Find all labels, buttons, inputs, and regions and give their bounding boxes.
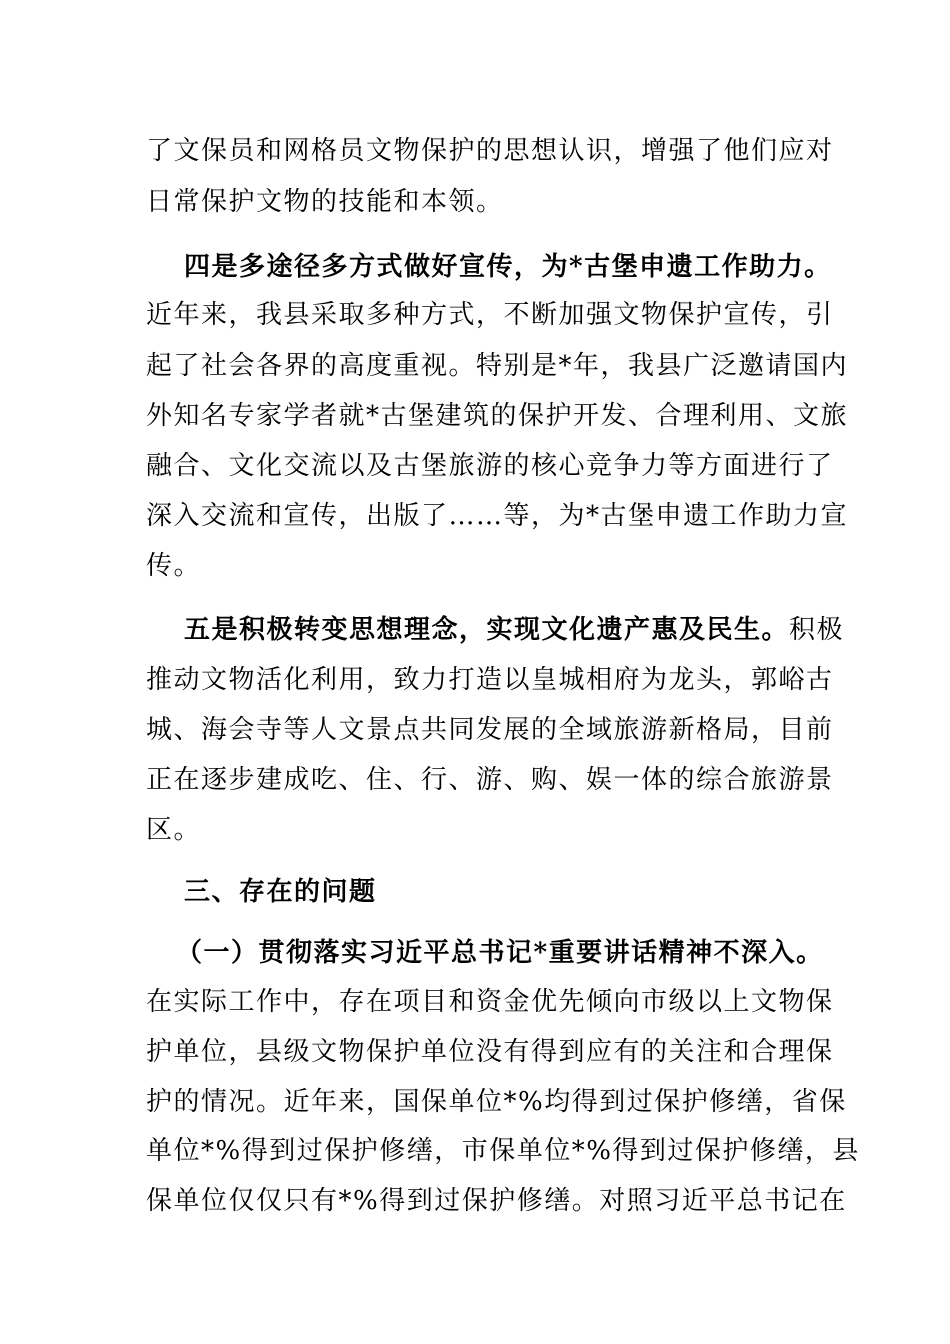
- paragraph-line: 传。: [146, 551, 202, 581]
- paragraph-line: 单位*%得到过保护修缮，市保单位*%得到过保护修缮，县: [146, 1136, 860, 1166]
- paragraph-line: 融合、文化交流以及古堡旅游的核心竞争力等方面进行了: [146, 451, 834, 481]
- paragraph-line: 区。: [146, 815, 202, 845]
- paragraph-line: 日常保护文物的技能和本领。: [146, 187, 504, 217]
- paragraph-line: 护的情况。近年来，国保单位*%均得到过保护修缮，省保: [146, 1087, 847, 1117]
- paragraph-line: 在实际工作中，存在项目和资金优先倾向市级以上文物保: [146, 987, 834, 1017]
- paragraph-line: 保单位仅仅只有*%得到过保护修缮。对照习近平总书记在: [146, 1186, 847, 1216]
- heading-bold-part: 五是积极转变思想理念，实现文化遗产惠及民生。: [184, 615, 790, 645]
- paragraph-line: 近年来，我县采取多种方式，不断加强文物保护宣传，引: [146, 300, 834, 330]
- paragraph-line: 护单位，县级文物保护单位没有得到应有的关注和合理保: [146, 1037, 834, 1067]
- paragraph-line: 了文保员和网格员文物保护的思想认识，增强了他们应对: [146, 136, 834, 166]
- section-heading-five: [184, 613, 845, 647]
- subsection-title-one: （一）贯彻落实习近平总书记*重要讲话精神不深入。: [176, 938, 824, 968]
- paragraph-line: 深入交流和宣传，出版了……等，为*古堡申遗工作助力宣: [146, 501, 849, 531]
- section-heading-four: 四是多途径多方式做好宣传，为*古堡申遗工作助力。: [184, 252, 832, 282]
- paragraph-line: 外知名专家学者就*古堡建筑的保护开发、合理利用、文旅: [146, 401, 849, 431]
- paragraph-line: 正在逐步建成吃、住、行、游、购、娱一体的综合旅游景: [146, 765, 834, 795]
- section-title-problems: 三、存在的问题: [184, 877, 377, 907]
- paragraph-line: 起了社会各界的高度重视。特别是*年，我县广泛邀请国内: [146, 351, 849, 381]
- paragraph-line: 推动文物活化利用，致力打造以皇城相府为龙头，郭峪古: [146, 665, 834, 695]
- paragraph-line: 城、海会寺等人文景点共同发展的全域旅游新格局，目前: [146, 715, 834, 745]
- heading-normal-part: 积极: [789, 615, 845, 645]
